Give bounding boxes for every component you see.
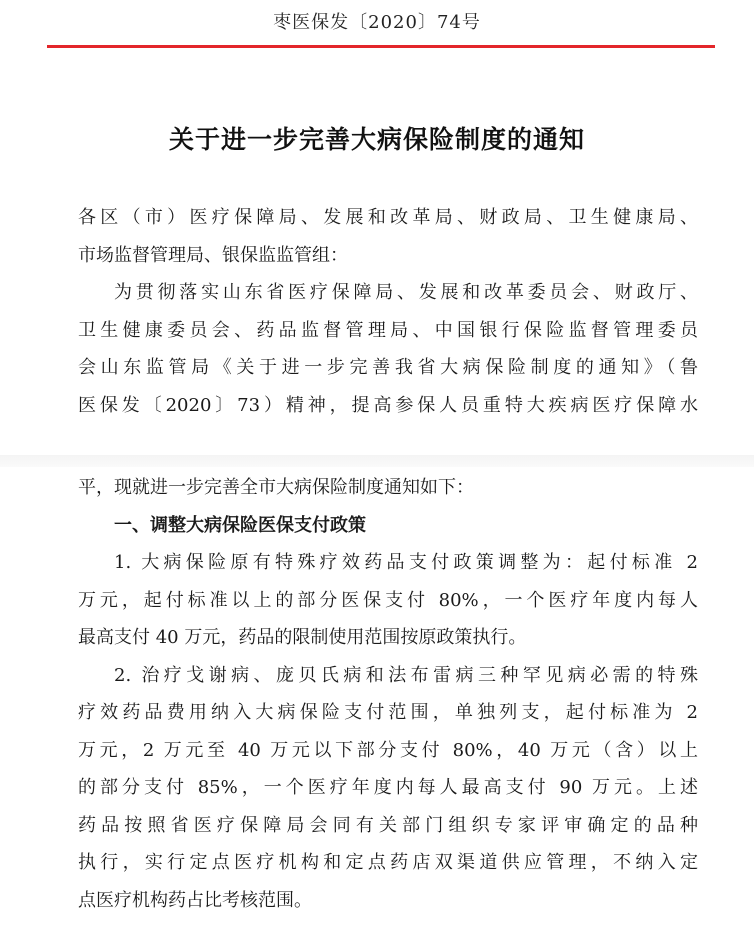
paragraph-line: 卫生健康委员会、药品监督管理局、中国银行保险监督管理委员 (78, 319, 698, 341)
page-break (0, 455, 754, 467)
document-number: 枣医保发〔2020〕74号 (273, 12, 481, 33)
paragraph-line: 会山东监管局《关于进一步完善我省大病保险制度的通知》（鲁 (78, 357, 698, 378)
page2-body (78, 469, 698, 919)
document-header (0, 0, 754, 44)
section-heading: 一、调整大病保险医保支付政策 (114, 514, 366, 536)
paragraph-line: 万元，起付标准以上的部分医保支付 80%，一个医疗年度内每人 (78, 589, 698, 611)
paragraph-line: 执行，实行定点医疗机构和定点药店双渠道供应管理，不纳入定 (78, 852, 698, 873)
red-header-rule (47, 45, 715, 48)
paragraph-line: 疗效药品费用纳入大病保险支付范围，单独列支，起付标准为 2 (78, 702, 698, 723)
paragraph-line: 2. 治疗戈谢病、庞贝氏病和法布雷病三种罕见病必需的特殊 (114, 664, 698, 686)
addressee-line-1: 各区（市）医疗保障局、发展和改革局、财政局、卫生健康局、 (78, 207, 698, 228)
paragraph-line: 万元，2 万元至 40 万元以下部分支付 80%，40 万元（含）以上 (78, 739, 698, 761)
paragraph-line: 为贯彻落实山东省医疗保障局、发展和改革委员会、财政厅、 (114, 282, 698, 303)
page1-body (78, 199, 698, 424)
paragraph-line: 最高支付 40 万元，药品的限制使用范围按原政策执行。 (78, 627, 527, 648)
paragraph-line: 医保发〔2020〕73）精神，提高参保人员重特大疾病医疗保障水 (78, 394, 698, 416)
paragraph-line: 平，现就进一步完善全市大病保险制度通知如下： (78, 477, 474, 498)
document-title: 关于进一步完善大病保险制度的通知 (168, 125, 585, 154)
paragraph-line: 的部分支付 85%，一个医疗年度内每人最高支付 90 万元。上述 (78, 777, 698, 798)
paragraph-line: 点医疗机构药占比考核范围。 (78, 889, 312, 911)
paragraph-line: 药品按照省医疗保障局会同有关部门组织专家评审确定的品种 (78, 814, 698, 836)
paragraph-line: 1. 大病保险原有特殊疗效药品支付政策调整为：起付标准 2 (114, 552, 698, 573)
addressee-line-2: 市场监督管理局、银保监监管组： (78, 244, 348, 266)
